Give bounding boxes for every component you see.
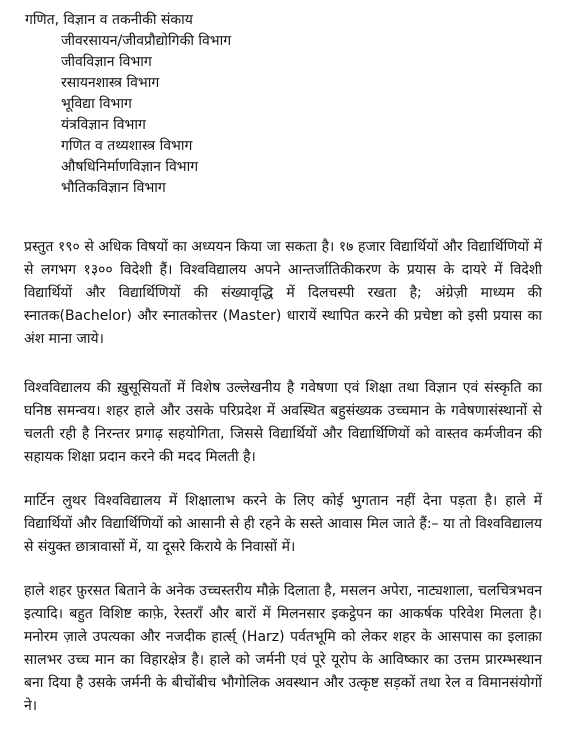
department-item-mathematics-statistics: गणित व तथ्यशास्त्र विभाग (61, 138, 193, 154)
faculty-title: गणित, विज्ञान व तकनीकी संकाय (25, 12, 193, 28)
department-item-pharmacy: औषधिनिर्माणविज्ञान विभाग (61, 159, 199, 175)
department-item-geosciences: भूविद्या विभाग (61, 96, 132, 112)
department-item-physics: भौतिकविज्ञान विभाग (61, 180, 166, 196)
department-item-biology: जीवविज्ञान विभाग (61, 54, 152, 70)
paragraph-research-culture: विश्वविद्यालय की ख़ुसूसियतों में विशेष उल्लेखनीय है गवेषणा एवं शिक्षा तथा विज्ञान एवं संस्कृति का घनिष्ठ समन्वय। शहर हाले और उसके परिप्रदेश में अवस्थित बहुसंख्यक उच्चमान के गवेषणासंस्थानों से चलती रही है निरन्तर प्रगाढ़ सहयोगिता, जिससे विद्यार्थियों और विद्यार्थिणियों को वास्तव कर्मजीवन की सहायक शिक्षा प्रदान करने की मदद मिलती है। (24, 380, 542, 465)
department-item-biochemistry: जीवरसायन/जीवप्रौद्योगिकी विभाग (61, 33, 232, 49)
faculty-section (25, 10, 545, 199)
department-item-engineering: यंत्रविज्ञान विभाग (61, 117, 146, 133)
paragraph-city-leisure: हाले शहर फ़ुरसत बिताने के अनेक उच्चस्तरीय मौक़े दिलाता है, मसलन अपेरा, नाट्यशाला, चलचित्रभवन इत्यादि। बहुत विशिष्ट काफ़े, रेस्तराँ और बारों में मिलनसार इकट्ठेपन का आकर्षक परिवेश मिलता है। मनोरम ज़ाले उपत्यका और नजदीक हार्त्स् (Harz) पर्वतभूमि को लेकर शहर के आसपास का इलाक़ा सालभर उच्च मान का विहारक्षेत्र है। हाले को जर्मनी एवं पूरे यूरोप के आविष्कार का उत्तम प्रारम्भस्थान बना दिया है उसके जर्मनी के बीचोंबीच भौगोलिक अवस्थान और उत्कृष्ट सड़कों तथा रेल व विमानसंयोगों ने। (24, 583, 542, 714)
department-list (25, 31, 545, 199)
paragraph-fees-housing: मार्टिन लुथर विश्वविद्यालय में शिक्षालाभ करने के लिए कोई भुगतान नहीं देना पड़ता है। हाले में विद्यार्थियों और विद्यार्थिणियों को आसानी से ही रहने के सस्ते आवास मिल जाते हैं:– या तो विश्वविद्यालय से संयुक्त छात्रावासों में, या दूसरे किराये के निवासों में। (24, 493, 542, 555)
department-item-chemistry: रसायनशास्त्र विभाग (61, 75, 160, 91)
paragraph-subjects-students: प्रस्तुत १९० से अधिक विषयों का अध्ययन किया जा सकता है। १७ हजार विद्यार्थियों और विद्यार्थिणियों में से लगभग १३०० विदेशी हैं। विश्वविद्यालय अपने आन्तर्जातिकीकरण के प्रयास के दायरे में विदेशी विद्यार्थियों और विद्यार्थिणियों की संख्यावृद्धि में दिलचस्पी रखता है; अंग्रेज़ी माध्यम की स्नातक(Bachelor) और स्नातकोत्तर (Master) धारायें स्थापित करने की प्रचेष्टा को इसी प्रयास का अंश माना जाये। (24, 239, 542, 347)
